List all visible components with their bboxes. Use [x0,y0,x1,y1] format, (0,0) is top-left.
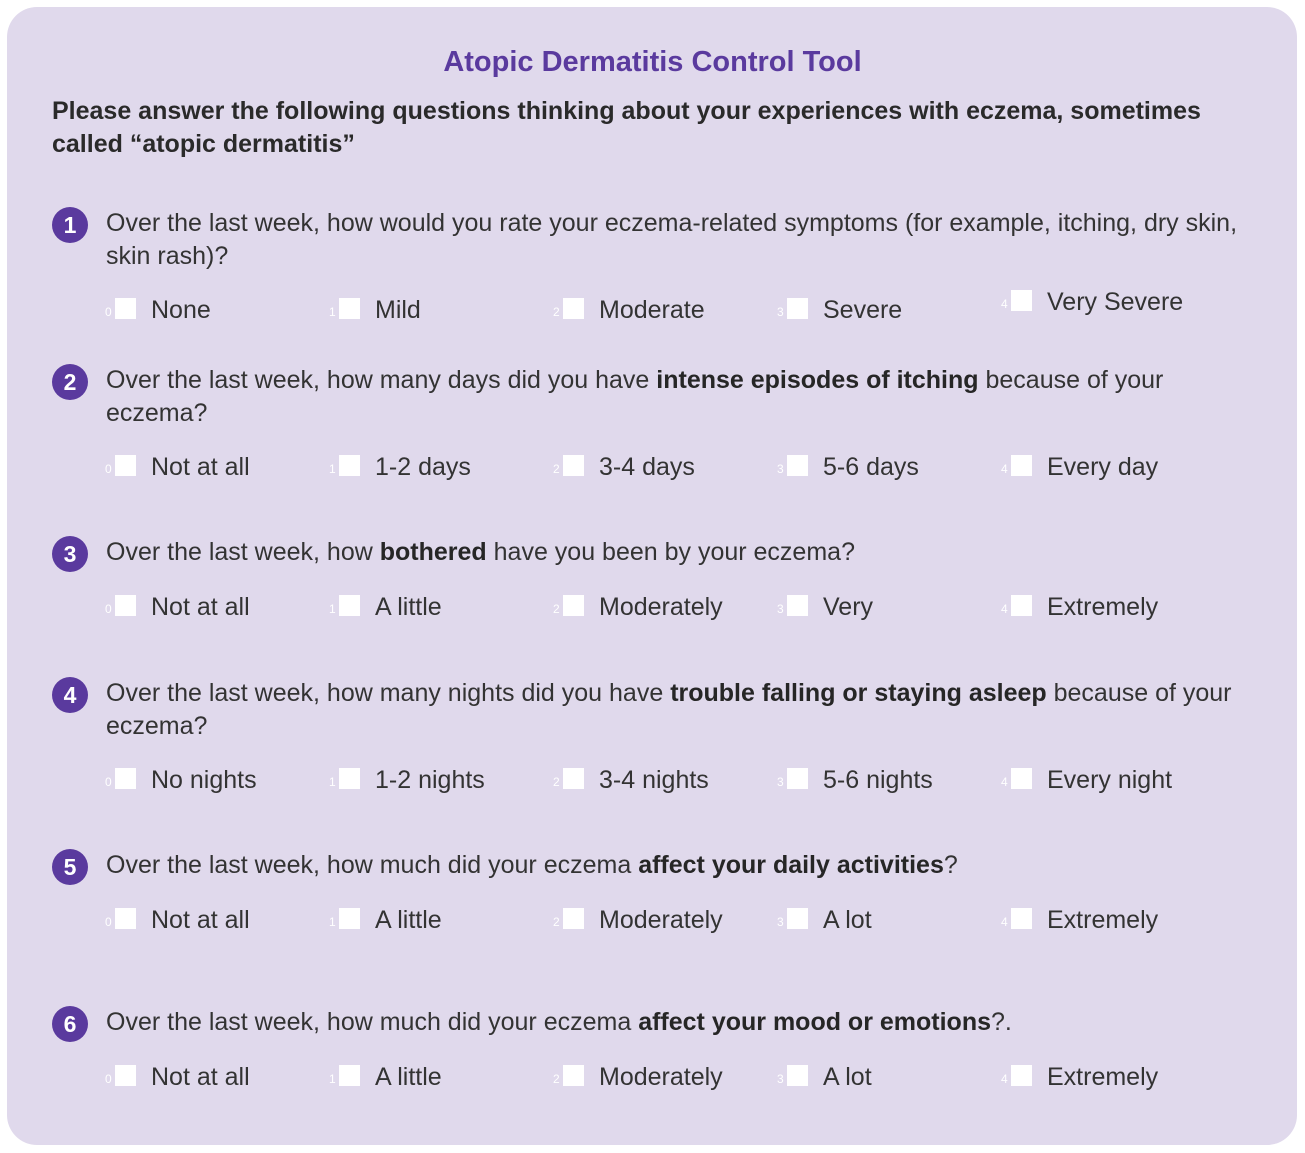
option-score: 1 [329,1072,336,1086]
question-text-part: because of your eczema? [106,366,1164,427]
option-checkbox[interactable] [115,768,136,789]
option-label: 3-4 nights [599,766,709,794]
option-score: 4 [1001,297,1008,311]
option-label: Very Severe [1047,288,1184,316]
option-label: Extremely [1047,1063,1159,1091]
option-label: A little [375,906,442,934]
option-checkbox[interactable] [787,455,808,476]
option-checkbox[interactable] [563,1065,584,1086]
question-text-part: Over the last week, how would you rate your eczema-related symptoms (for example, itching, dry skin, skin rash)? [106,209,1238,270]
question-number-badge: 4 [52,677,88,713]
option-score: 1 [329,305,336,319]
option-checkbox[interactable] [787,1065,808,1086]
option-checkbox[interactable] [115,455,136,476]
question-text-emphasis: intense episodes of itching [656,366,979,394]
option-checkbox[interactable] [563,298,584,319]
question-text-part: Over the last week, how much did your eczema [106,1008,639,1036]
question-number-badge: 1 [52,207,88,243]
option-label: 3-4 days [599,453,695,481]
question-text [106,849,1256,882]
option-label: Severe [823,296,903,324]
question-text-part: ? [943,851,958,879]
option-score: 1 [329,775,336,789]
option-score: 4 [1001,602,1008,616]
option-checkbox[interactable] [1011,908,1032,929]
option-label: Moderate [599,296,705,324]
option-score: 1 [329,602,336,616]
option-checkbox[interactable] [1011,1065,1032,1086]
option-checkbox[interactable] [787,595,808,616]
option-label: 1-2 nights [375,766,485,794]
option-label: Every night [1047,766,1173,794]
option-checkbox[interactable] [787,768,808,789]
option-checkbox[interactable] [339,595,360,616]
option-label: Not at all [151,453,250,481]
question-text-emphasis: affect your daily activities [638,851,944,879]
question-text-part: Over the last week, how [106,538,380,566]
option-score: 3 [777,915,784,929]
question-number-badge: 3 [52,536,88,572]
option-score: 0 [105,462,112,476]
question-text [106,536,1256,569]
question-text-part: Over the last week, how many days did you have [106,366,657,394]
option-score: 3 [777,305,784,319]
option-label: A little [375,593,442,621]
page-title: Atopic Dermatitis Control Tool [443,46,862,78]
option-checkbox[interactable] [339,768,360,789]
option-score: 4 [1001,775,1008,789]
question-number-badge: 5 [52,849,88,885]
option-label: Every day [1047,453,1159,481]
question-text-part: Over the last week, how many nights did you have [106,679,671,707]
question-text [106,677,1256,743]
option-label: Mild [375,296,421,324]
option-checkbox[interactable] [115,298,136,319]
option-label: Not at all [151,593,250,621]
option-score: 4 [1001,915,1008,929]
question-text-part: have you been by your eczema? [486,538,855,566]
option-score: 4 [1001,462,1008,476]
option-checkbox[interactable] [787,908,808,929]
question-text-emphasis: affect your mood or emotions [638,1008,991,1036]
question-text-part: ?. [991,1008,1012,1036]
option-label: 5-6 nights [823,766,933,794]
option-label: No nights [151,766,257,794]
option-score: 1 [329,462,336,476]
option-score: 2 [553,915,560,929]
question-text-part: because of your eczema? [106,679,1232,740]
option-score: 0 [105,602,112,616]
question-text [106,364,1256,430]
question-text-emphasis: bothered [379,538,487,566]
option-checkbox[interactable] [115,595,136,616]
option-score: 0 [105,305,112,319]
question-text [106,207,1256,273]
question-text-part: Over the last week, how much did your eczema [106,851,639,879]
option-checkbox[interactable] [1011,455,1032,476]
option-checkbox[interactable] [563,595,584,616]
question-text [106,1006,1256,1039]
question-text-emphasis: trouble falling or staying asleep [670,679,1047,707]
option-label: Moderately [599,906,723,934]
option-checkbox[interactable] [563,768,584,789]
option-checkbox[interactable] [339,1065,360,1086]
option-checkbox[interactable] [339,298,360,319]
option-score: 2 [553,775,560,789]
option-score: 2 [553,305,560,319]
option-label: A lot [823,906,872,934]
option-score: 3 [777,602,784,616]
option-label: Moderately [599,593,723,621]
option-label: A little [375,1063,442,1091]
option-label: Extremely [1047,593,1159,621]
option-checkbox[interactable] [339,908,360,929]
option-label: Moderately [599,1063,723,1091]
option-label: Very [823,593,874,621]
option-checkbox[interactable] [563,908,584,929]
intro-text: Please answer the following questions thinking about your experiences with eczema, sometimes called “atopic dermatitis” [52,97,1201,158]
option-label: A lot [823,1063,872,1091]
option-checkbox[interactable] [787,298,808,319]
option-checkbox[interactable] [1011,768,1032,789]
option-checkbox[interactable] [1011,595,1032,616]
option-checkbox[interactable] [1011,290,1032,311]
option-label: Not at all [151,906,250,934]
option-checkbox[interactable] [563,455,584,476]
option-label: 5-6 days [823,453,919,481]
option-checkbox[interactable] [339,455,360,476]
option-checkbox[interactable] [115,908,136,929]
option-label: 1-2 days [375,453,471,481]
option-score: 1 [329,915,336,929]
option-score: 0 [105,1072,112,1086]
option-score: 0 [105,915,112,929]
option-label: Not at all [151,1063,250,1091]
option-score: 3 [777,1072,784,1086]
option-score: 4 [1001,1072,1008,1086]
form-card [7,7,1297,1145]
option-label: None [151,296,211,324]
question-number-badge: 2 [52,364,88,400]
option-score: 2 [553,1072,560,1086]
option-score: 2 [553,602,560,616]
option-score: 3 [777,462,784,476]
option-score: 2 [553,462,560,476]
question-number-badge: 6 [52,1006,88,1042]
option-label: Extremely [1047,906,1159,934]
option-score: 3 [777,775,784,789]
option-checkbox[interactable] [115,1065,136,1086]
option-score: 0 [105,775,112,789]
